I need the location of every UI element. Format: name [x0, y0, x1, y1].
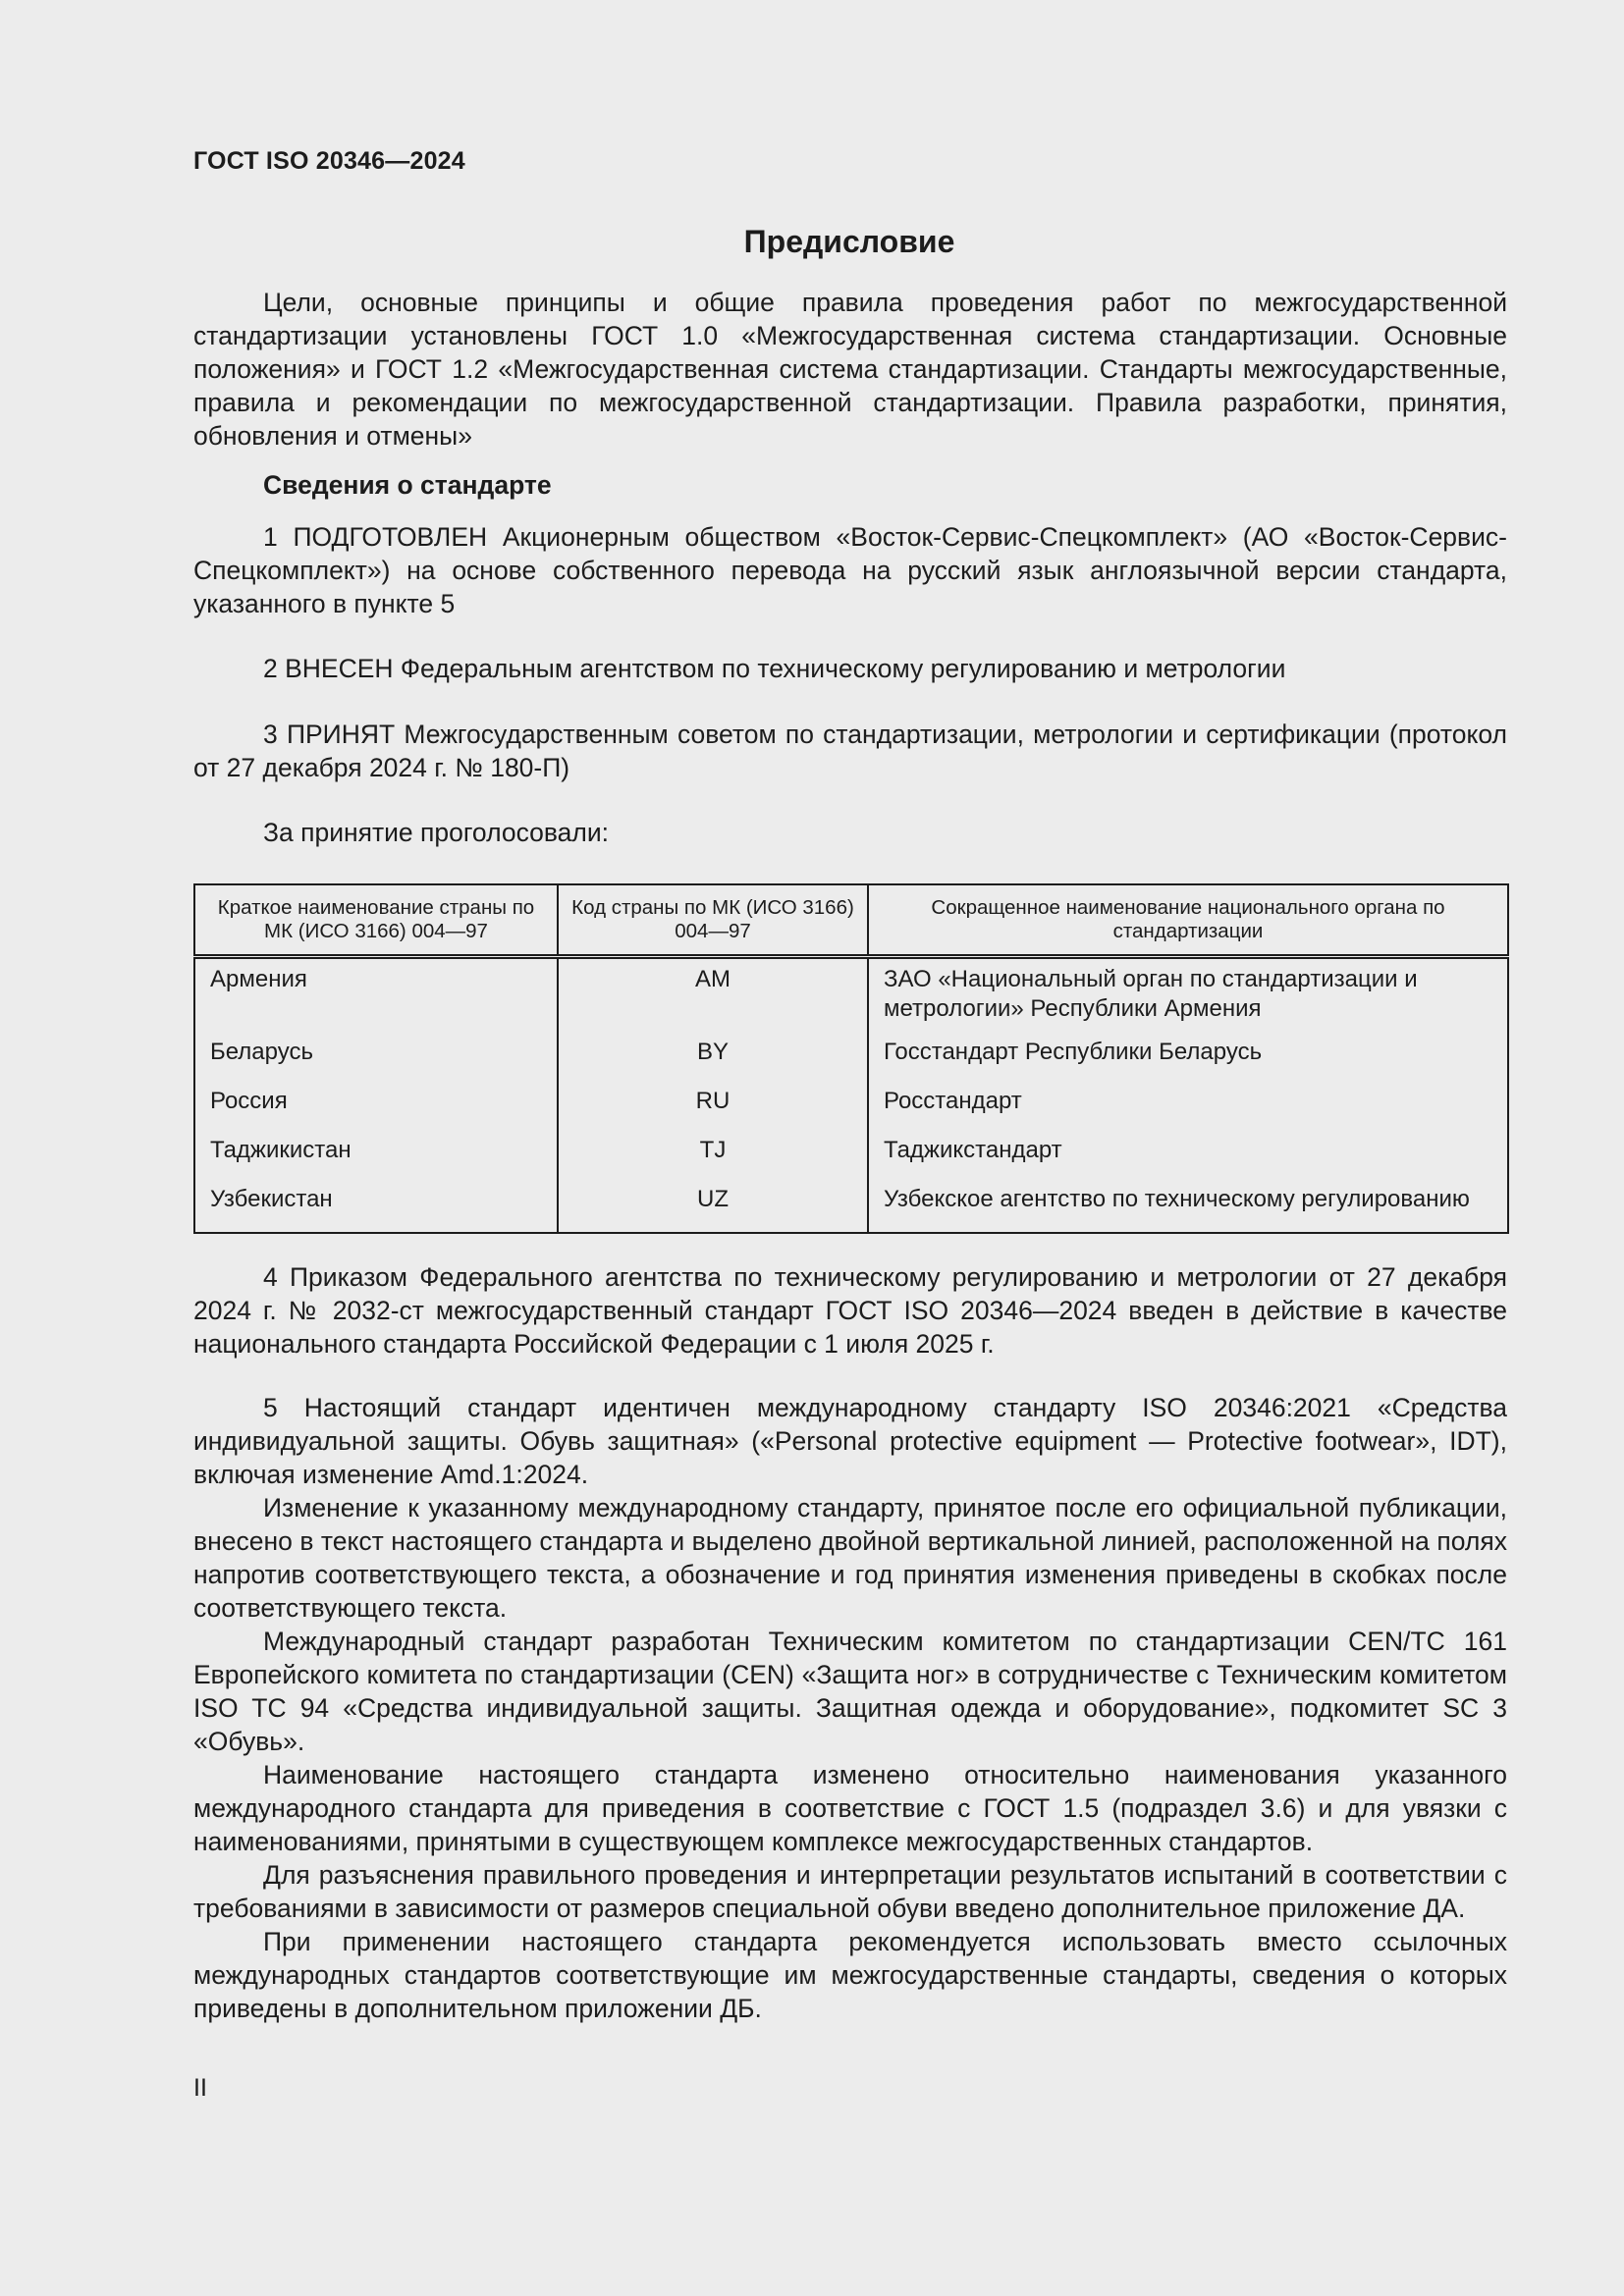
item-identity: 5 Настоящий стандарт идентичен международному стандарту ISO 20346:2021 «Средства индивидуальной защиты. Обувь защитная» («Personal protective equipment — Protective footwear», IDT), включая изменение Amd.1:2024. — [193, 1393, 1507, 1489]
header-national-body: Сокращенное наименование национального органа по стандартизации — [868, 884, 1508, 957]
cell-code: BY — [558, 1038, 868, 1087]
item-2-block — [193, 652, 1507, 685]
cell-country: Армения — [194, 957, 558, 1039]
paragraph-annex-da: Для разъяснения правильного проведения и интерпретации результатов испытаний в соответствии с требованиями в зависимости от размеров специальной обуви введено дополнительное приложение ДА. — [193, 1860, 1507, 1923]
cell-country: Россия — [194, 1087, 558, 1136]
cell-country: Беларусь — [194, 1038, 558, 1087]
table-row — [194, 957, 1508, 1039]
paragraph-developer: Международный стандарт разработан Техническим комитетом по стандартизации CEN/TC 161 Европейского комитета по стандартизации (CEN) «Защита ног» в сотрудничестве с Техническим комитетом ISO TC 94 «Средства индивидуальной защиты. Защитная одежда и оборудование», подкомитет SC 3 «Обувь». — [193, 1627, 1507, 1756]
table-header-row — [194, 884, 1508, 957]
voted-intro-block — [193, 816, 1507, 849]
item-5-block — [193, 1391, 1507, 2025]
info-heading: Сведения о стандарте — [263, 470, 552, 500]
intro-block — [193, 286, 1507, 453]
header-country-code: Код страны по МК (ИСО 3166) 004—97 — [558, 884, 868, 957]
standard-code-header: ГОСТ ISO 20346—2024 — [193, 147, 465, 175]
intro-paragraph: Цели, основные принципы и общие правила проведения работ по межгосударственной стандартизации установлены ГОСТ 1.0 «Межгосударственная система стандартизации. Основные положения» и ГОСТ 1.2 «Межгосударственная система стандартизации. Стандарты межгосударственные, правила и рекомендации по межгосударственной стандартизации. Правила разработки, принятия, обновления и отмены» — [193, 288, 1507, 451]
cell-country: Таджикистан — [194, 1136, 558, 1185]
member-states-table — [193, 883, 1509, 1234]
page-title: Предисловие — [743, 224, 955, 259]
cell-code: AM — [558, 957, 868, 1039]
cell-body: Госстандарт Республики Беларусь — [868, 1038, 1508, 1087]
item-adopted: 3 ПРИНЯТ Межгосударственным советом по стандартизации, метрологии и сертификации (протокол от 27 декабря 2024 г. № 180-П) — [193, 720, 1507, 782]
cell-body: Росстандарт — [868, 1087, 1508, 1136]
page-number: II — [193, 2074, 207, 2102]
cell-country: Узбекистан — [194, 1185, 558, 1233]
item-introduced: 2 ВНЕСЕН Федеральным агентством по техническому регулированию и метрологии — [263, 654, 1286, 683]
table-row — [194, 1087, 1508, 1136]
cell-body: ЗАО «Национальный орган по стандартизации и метрологии» Республики Армения — [868, 957, 1508, 1039]
paragraph-annex-db: При применении настоящего стандарта рекомендуется использовать вместо ссылочных международных стандартов соответствующие им межгосударственные стандарты, сведения о которых приведены в дополнительном приложении ДБ. — [193, 1927, 1507, 2023]
item-prepared: 1 ПОДГОТОВЛЕН Акционерным обществом «Восток-Сервис-Спецкомплект» (АО «Восток-Сервис-Спецкомплект») на основе собственного перевода на русский язык англоязычной версии стандарта, указанного в пункте 5 — [193, 522, 1507, 618]
cell-code: TJ — [558, 1136, 868, 1185]
table-row — [194, 1185, 1508, 1233]
cell-body: Таджикстандарт — [868, 1136, 1508, 1185]
paragraph-name-change: Наименование настоящего стандарта изменено относительно наименования указанного международного стандарта для приведения в соответствие с ГОСТ 1.5 (подраздел 3.6) и для увязки с наименованиями, принятыми в существующем комплексе межгосударственных стандартов. — [193, 1760, 1507, 1856]
item-3-block — [193, 718, 1507, 784]
voted-intro: За принятие проголосовали: — [263, 818, 610, 847]
paragraph-amendment: Изменение к указанному международному стандарту, принятое после его официальной публикации, внесено в текст настоящего стандарта и выделено двойной вертикальной линией, расположенной на полях напротив соответствующего текста, а обозначение и год принятия изменения приведены в скобках после соответствующего текста. — [193, 1493, 1507, 1623]
item-enactment: 4 Приказом Федерального агентства по техническому регулированию и метрологии от 27 декабря 2024 г. № 2032-ст межгосударственный стандарт ГОСТ ISO 20346—2024 введен в действие в качестве национального стандарта Российской Федерации с 1 июля 2025 г. — [193, 1262, 1507, 1359]
cell-code: UZ — [558, 1185, 868, 1233]
cell-code: RU — [558, 1087, 868, 1136]
item-1-block — [193, 520, 1507, 620]
cell-body: Узбекское агентство по техническому регулированию — [868, 1185, 1508, 1233]
table-row — [194, 1136, 1508, 1185]
table-row — [194, 1038, 1508, 1087]
header-country-name: Краткое наименование страны по МК (ИСО 3166) 004—97 — [194, 884, 558, 957]
item-4-block — [193, 1260, 1507, 1361]
